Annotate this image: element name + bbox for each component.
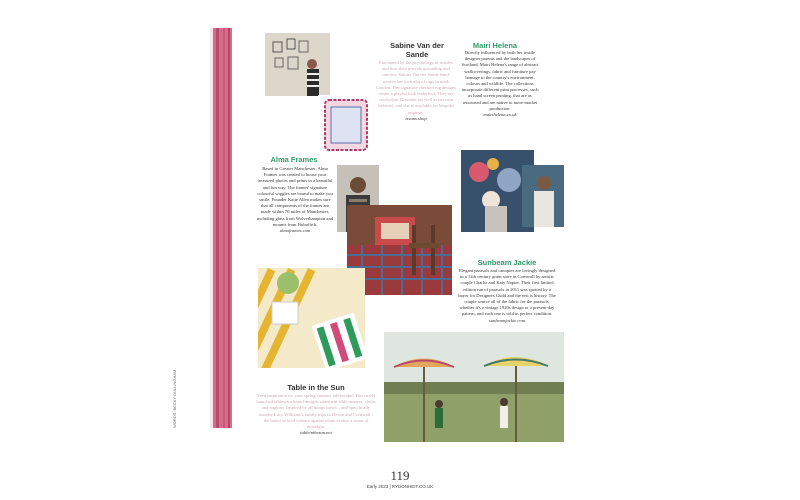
sunbeam-parasol-photo [384,332,564,442]
table-url: tableinthesun.net [300,430,332,436]
sabine-body-text: Fascinated by the psychology of textiles and how they provide grounding and comfort, Sabine Van der Sande hand-weaves her own edit of rugs in north London. Her signature checked rug designs create a playful look underfoot. They are stocked on Glassette (as well as her own website), and she is available for bespoke requests. [376,60,456,115]
alma-body [256,166,334,234]
mairi-portrait-photo [522,165,564,227]
table-body-text: Need inspiration for your spring/summer tablescape? This newly launched tableware brand designs statement table runners, cloths and napkins. Inspired by all things travel – and specifically founder Lucy Williams's family trips to Devon and Cornwall – the brand of bold colours against white evokes a sense of nostalgia. [256,393,376,430]
alma-frames-wall-photo [265,33,330,96]
sunbeam-url: sunbeamjackie.com [488,317,526,323]
sabine-body [376,60,456,122]
sabine-heading: Sabine Van der Sande [390,41,444,59]
alma-body-text: Based in Greater Manchester, Alma Frames was created to house your treasured photos and prints in a beautiful and fun way. The frames' signature colourful wiggles are bound to make you smile. Founder Katie Allen makes sure that all components of the frames are made within 70 miles of Manchester, including glass from Wolverhampton and mounts from Holmfirth. [256,166,334,227]
table-body [256,393,376,436]
alma-heading: Alma Frames [270,155,318,164]
page-number: 119 [390,468,410,483]
curtain-photo [210,28,232,428]
mairi-body-text: Directly influenced by both her textile designer parents and the landscapes of Scotland, Mairi Helena's range of abstract wallcoverings, fabric and furniture pay homage to the country's environment, colours and wildlife. The collections incorporate different print processes, such as hand screen printing, that are as renowned and are native to more-market production. [461,50,539,111]
sabine-url: isvans.shop [405,115,427,121]
mairi-body [459,50,541,118]
alma-url: almaframes.com [279,228,311,234]
alma-frame-photo [318,95,373,155]
sunbeam-body [458,268,556,324]
sunbeam-heading: Sunbeam Jackie [477,258,537,267]
table-heading: Table in the Sun [287,383,345,392]
table-in-the-sun-photo [258,268,365,368]
sunbeam-body-text: Elegant parasols and canopies are lovingly designed in a 12th century grain store in Cornwall by artistic couple Charlie and Katy Napier. Their first limited edition run of parasols in 2011 was spotted by a buyer for Designers Guild and the rest is history. The couple source all of the fabric for the parasols, whether it's a vintage 1920s design or a present-day pattern, and each one is sold in perfect condition. [458,268,556,317]
folio-line: Early 2023 | RYDONHEIT.CO.UK [366,484,434,489]
photo-credit: WORDS: BECKY DULLINGHAM [172,369,177,428]
mairi-heading: Mairi Helena [472,41,518,50]
mairi-url: mairihelena.co.uk [483,112,517,118]
